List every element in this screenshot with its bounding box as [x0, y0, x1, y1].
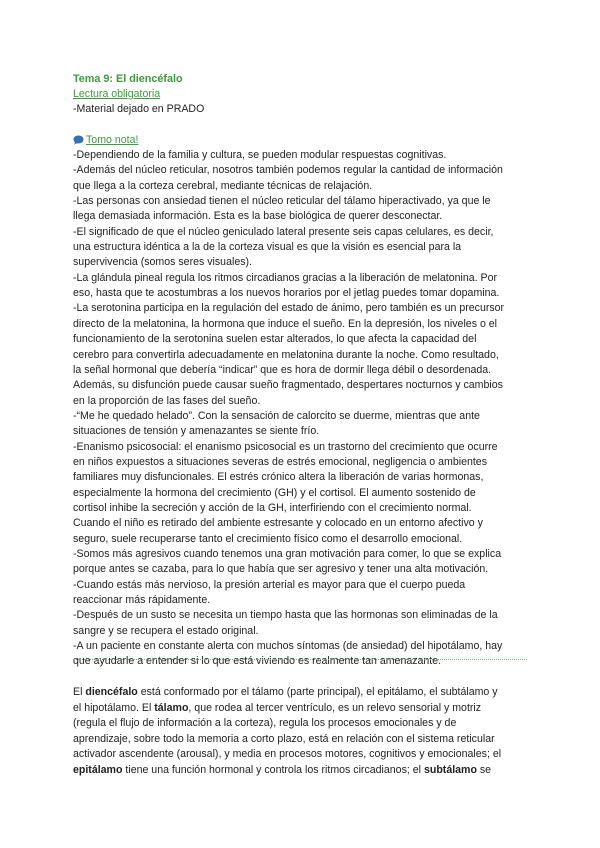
note-line: -Dependiendo de la familia y cultura, se pueden modular respuestas cognitivas. [73, 149, 447, 162]
note-line: supervivencia (somos seres visuales). [73, 256, 252, 269]
note-line: cerebro para convertirla adecuadamente en melatonina durante la noche. Como resultado, [73, 348, 499, 361]
note-line: Cuando el niño es retirado del ambiente estresante y colocado en un entorno afectivo y [73, 517, 483, 530]
note-line: -“Me he quedado helado”. Con la sensación de calorcito se duerme, mientras que ante [73, 409, 480, 422]
note-line: una estructura idéntica a la de la corteza visual es que la visión es esencial para la [73, 241, 462, 254]
note-line: situaciones de tensión y amenazantes se siente frío. [73, 425, 320, 438]
note-line: -Después de un susto se necesita un tiempo hasta que las hormonas son eliminadas de la [73, 609, 498, 622]
paragraph-line: el hipotálamo. El tálamo, que rodea al tercer ventrículo, es un relevo sensorial y motriz [73, 701, 482, 714]
note-line: especialmente la hormona del crecimiento (GH) y el cortisol. El aumento sostenido de [73, 486, 476, 499]
paragraph-line: activador ascendente (arousal), y media en procesos motores, cognitivos y emocionales; el [73, 748, 502, 761]
required-reading-link[interactable]: Lectura obligatoria [73, 88, 161, 100]
paragraph-line: El diencéfalo está conformado por el tálamo (parte principal), el epitálamo, el subtálamo y [73, 686, 498, 698]
term-talamo: tálamo [154, 701, 189, 714]
note-line: en la proporción de las fases del sueño. [73, 394, 261, 407]
term-subtalamo: subtálamo [423, 763, 477, 776]
paragraph-line: aprendizaje, sobre todo la memoria a corto plazo, está en relación con el sistema reticular [73, 732, 495, 745]
note-line: familiares muy disfuncionales. El estrés crónico altera la liberación de varias hormonas, [73, 471, 484, 484]
note-line: -Además del núcleo reticular, nosotros también podemos regular la cantidad de información [73, 164, 503, 177]
term-diencefalo: diencéfalo [85, 686, 138, 698]
note-line: funcionamiento de la serotonina suelen estar alterados, lo que afecta la capacidad del [73, 333, 477, 346]
material-note: -Material dejado en PRADO [73, 103, 205, 116]
note-line: -Las personas con ansiedad tienen el núcleo reticular del tálamo hiperactivado, ya que le [73, 195, 491, 208]
note-line: -Somos más agresivos cuando tenemos una gran motivación para comer, lo que se explica [73, 547, 502, 560]
note-line: reaccionar más rápidamente. [73, 594, 211, 606]
note-line: seguro, suele recuperarse tanto el crecimiento físico como el desarrollo emocional. [73, 532, 463, 545]
note-line: sangre y se recupera el estado original. [73, 624, 259, 637]
note-line: porque antes se cazaba, para lo que había que ser agresivo y tener una alta motivación. [73, 563, 489, 576]
page-title: Tema 9: El diencéfalo [73, 73, 183, 85]
speech-bubble-icon [73, 135, 84, 145]
spacer [73, 118, 533, 133]
note-header [73, 133, 533, 148]
note-list [73, 148, 533, 670]
note-line: -Cuando estás más nervioso, la presión arterial es mayor para que el cuerpo pueda [73, 578, 466, 591]
note-line: -La serotonina participa en la regulación del estado de ánimo, pero también es un precursor [73, 302, 505, 315]
dotted-divider [73, 659, 527, 660]
note-line: en niños expuestos a situaciones severas de estrés emocional, negligencia o ambientes [73, 455, 487, 468]
note-line: que llega a la corteza cerebral, mediante técnicas de relajación. [73, 179, 373, 192]
note-line: -Enanismo psicosocial: el enanismo psicosocial es un trastorno del crecimiento que ocurre [73, 440, 498, 453]
note-line: -La glándula pineal regula los ritmos circadianos gracias a la liberación de melatonina. Por [73, 271, 497, 284]
note-line: directo de la melatonina, la hormona que induce el sueño. En la depresión, los niveles o el [73, 317, 498, 330]
paragraph-line: epitálamo tiene una función hormonal y controla los ritmos circadianos; el subtálamo se [73, 763, 492, 776]
note-line: que ayudarle a entender si lo que está viviendo es realmente tan amenazante. [73, 655, 442, 668]
paragraph-line: (regula el flujo de información a la corteza), regula los procesos emocionales y de [73, 717, 457, 730]
note-label-link[interactable]: Tomo nota! [86, 133, 139, 146]
note-line: -A un paciente en constante alerta con muchos síntomas (de ansiedad) del hipotálamo, hay [73, 640, 503, 653]
term-epitalamo: epitálamo [73, 763, 123, 776]
note-line: -El significado de que el núcleo geniculado lateral presente seis capas celulares, es decir, [73, 225, 494, 238]
note-line: eso, hasta que te acostumbras a los nuevos horarios por el jetlag puedes tomar dopamina. [73, 287, 500, 300]
note-line: llega demasiada información. Esta es la base biológica de querer desconectar. [73, 210, 443, 223]
note-line: Además, su disfunción puede causar sueño fragmentado, despertares nocturnos y cambios [73, 379, 503, 392]
diencephalon-paragraph [73, 685, 527, 779]
document-page [73, 72, 533, 670]
note-line: la señal hormonal que debería “indicar” que es hora de dormir llega débil o desordenada. [73, 363, 492, 376]
note-line: cortisol inhibe la secreción y acción de la GH, interfiriendo con el crecimiento normal. [73, 501, 472, 514]
